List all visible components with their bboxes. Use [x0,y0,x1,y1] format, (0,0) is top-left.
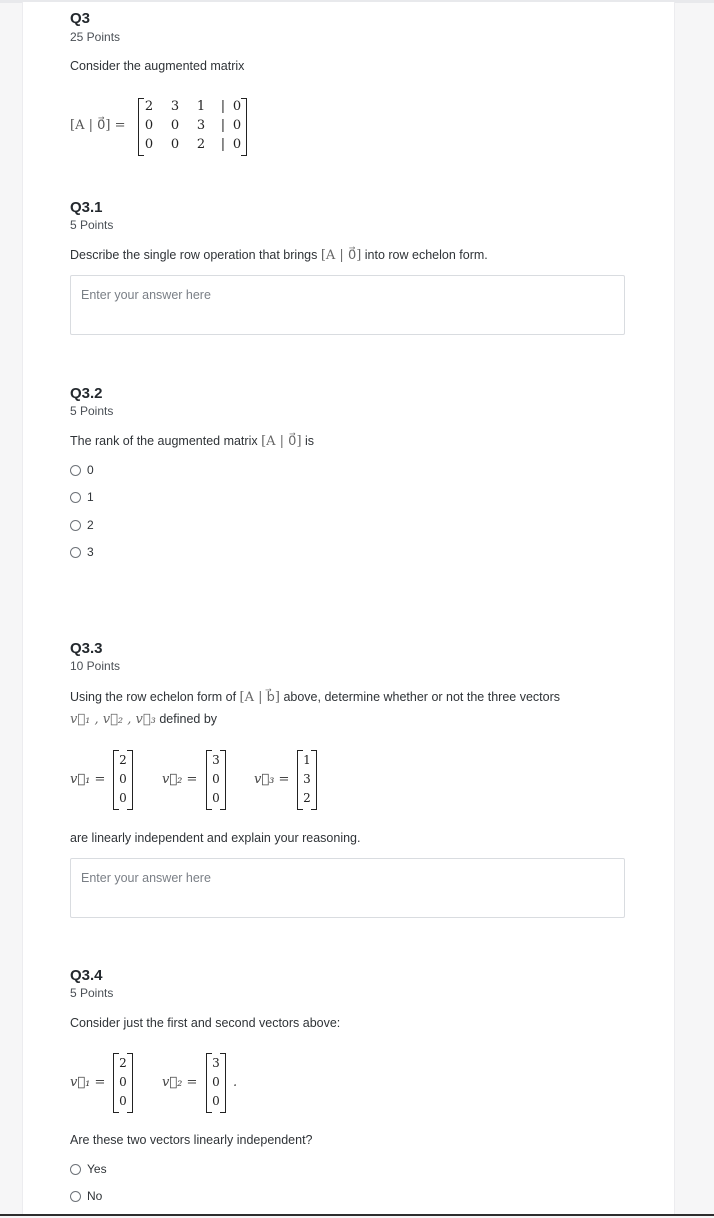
matrix-cell: 0 [232,118,242,133]
q3-2-option-0[interactable] [70,463,94,477]
prompt-math: v⃗₁ , v⃗₂ , v⃗₃ [70,712,156,727]
vector-label: v⃗₂ = [162,1075,198,1090]
q3-4-points: 5 Points [70,986,114,1000]
q3-3-prompt-line2 [70,712,217,727]
q3-4-option-no[interactable] [70,1189,102,1203]
vector-entry: 3 [212,753,220,767]
radio-button[interactable] [70,1164,81,1175]
matrix-cell: | [220,137,226,152]
vector-entry: 2 [119,1056,127,1070]
prompt-text: is [301,434,315,448]
prompt-math: [A | b⃗] [239,690,280,705]
q3-2-points: 5 Points [70,404,114,418]
radio-button[interactable] [70,465,81,476]
option-label: No [87,1189,103,1203]
q3-1-points: 5 Points [70,218,114,232]
vector-label: v⃗₂ = [162,772,198,787]
vector-entry: 0 [212,772,220,786]
vector-label: v⃗₃ = [254,772,290,787]
prompt-text: defined by [155,712,218,726]
matrix-cell: 2 [144,99,154,114]
q3-1-prompt [70,248,488,263]
q3-3-prompt-line1 [70,690,560,705]
q3-3-points: 10 Points [70,659,121,673]
matrix-lhs: [A | 0⃗] = [70,118,126,133]
vector-entry: 0 [119,1075,127,1089]
prompt-text: The rank of the augmented matrix [70,434,262,448]
radio-button[interactable] [70,520,81,531]
matrix-cell: 1 [196,99,206,114]
matrix-cell: | [220,118,226,133]
question-panel [22,2,675,1214]
q3-2-option-3[interactable] [70,545,94,559]
vector-entry: 2 [303,791,311,805]
q3-points: 25 Points [70,30,121,44]
vector-entry: 0 [119,791,127,805]
vector-label: v⃗₁ = [70,1075,106,1090]
vector-entry: 0 [212,1075,220,1089]
q3-2-prompt [70,434,314,449]
q3-4-option-yes[interactable] [70,1162,107,1176]
vector-label: v⃗₁ = [70,772,106,787]
matrix-cell: 0 [144,118,154,133]
matrix-cell: 0 [232,137,242,152]
q3-2-option-2[interactable] [70,518,94,532]
matrix-cell: 0 [232,99,242,114]
q3-intro: Consider the augmented matrix [70,59,245,73]
q3-title: Q3 [70,10,91,27]
vector-entry: 0 [119,1094,127,1108]
radio-button[interactable] [70,1191,81,1202]
q3-3-answer-input[interactable] [70,858,625,918]
prompt-text: into row echelon form. [361,248,488,262]
radio-button[interactable] [70,492,81,503]
vector-entry: 0 [119,772,127,786]
q3-2-option-1[interactable] [70,490,94,504]
vector-entry: 3 [212,1056,220,1070]
vector-entry: 3 [303,772,311,786]
matrix-cell: | [220,99,226,114]
q3-4-question: Are these two vectors linearly independent? [70,1133,313,1147]
period: . [233,1075,238,1090]
matrix-cell: 2 [196,137,206,152]
q3-3-title: Q3.3 [70,640,103,657]
q3-1-answer-input[interactable] [70,275,625,335]
option-label: Yes [87,1162,107,1176]
q3-3-conclusion: are linearly independent and explain your reasoning. [70,831,361,845]
prompt-math: [A | 0⃗] [320,248,362,263]
vector-entry: 0 [212,1094,220,1108]
bottom-divider [0,1214,714,1216]
matrix-cell: 3 [196,118,206,133]
prompt-math: [A | 0⃗] [261,434,302,449]
matrix-cell: 0 [170,137,180,152]
prompt-text: above, determine whether or not the three vectors [279,690,560,704]
prompt-text: Describe the single row operation that brings [70,248,321,262]
vector-entry: 0 [212,791,220,805]
vector-entry: 1 [303,753,311,767]
option-label: 0 [87,463,94,477]
option-label: 3 [87,545,94,559]
matrix-cell: 0 [144,137,154,152]
matrix-cell: 3 [170,99,180,114]
prompt-text: Using the row echelon form of [70,690,240,704]
q3-4-intro: Consider just the first and second vectors above: [70,1016,341,1030]
matrix-cell: 0 [170,118,180,133]
radio-button[interactable] [70,547,81,558]
vector-entry: 2 [119,753,127,767]
option-label: 2 [87,518,94,532]
option-label: 1 [87,490,94,504]
q3-4-title: Q3.4 [70,967,103,984]
q3-2-title: Q3.2 [70,385,103,402]
q3-1-title: Q3.1 [70,199,103,216]
